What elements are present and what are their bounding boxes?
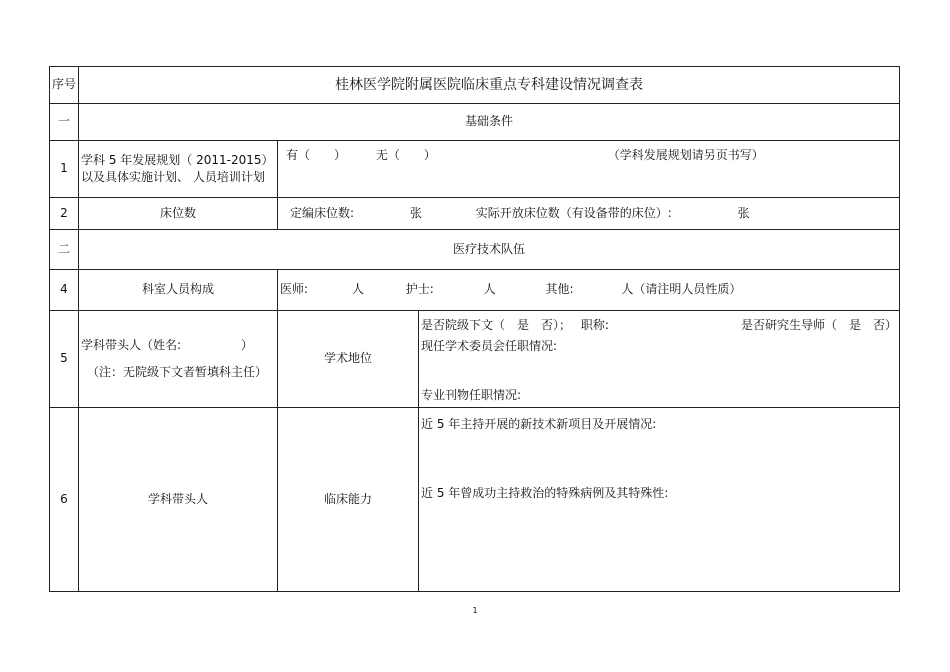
committee-position-label: 现任学术委员会任职情况: — [421, 339, 558, 354]
beds-label: 床位数 — [79, 198, 278, 230]
authorized-beds-label: 定编床位数: — [290, 205, 355, 220]
graduate-mentor-field[interactable]: 是否研究生导师（ 是 否） — [741, 318, 898, 332]
doctor-label: 医师: — [280, 282, 309, 297]
nurse-label: 护士: — [405, 282, 434, 297]
plan-answer-cell — [278, 141, 900, 198]
plan-label-line1: 学科 5 年发展规划（ 2011-2015） — [81, 152, 274, 167]
form-title: 桂林医学院附属医院临床重点专科建设情况调查表 — [79, 67, 900, 104]
beds-answer-cell — [278, 198, 900, 230]
leader-name-label: 学科带头人（姓名: ） — [81, 337, 254, 352]
leader-note: （注：无院级下文者暂填科主任） — [87, 365, 268, 379]
professional-title-label: 职称: — [580, 318, 609, 332]
academic-line-1 — [421, 317, 897, 334]
plan-none-option[interactable]: 无（ ） — [375, 148, 436, 162]
staff-answer-cell — [278, 270, 900, 311]
page-number: 1 — [472, 606, 478, 615]
section-label: 基础条件 — [79, 104, 900, 141]
actual-beds-label: 实际开放床位数（有设备带的床位）: — [475, 205, 672, 220]
row-leader-clinical — [50, 408, 900, 592]
row-number: 1 — [50, 141, 79, 198]
section-row-basic — [50, 104, 900, 141]
row-leader-academic — [50, 311, 900, 408]
special-cases-label: 近 5 年曾成功主持救治的特殊病例及其特殊性: — [421, 486, 669, 501]
plan-label-cell — [79, 141, 278, 198]
hospital-document-field[interactable]: 是否院级下文（ 是 否）； — [421, 318, 572, 332]
nurse-unit: 人 — [483, 282, 496, 297]
section-label: 医疗技术队伍 — [79, 230, 900, 270]
leader-label-cell — [79, 311, 278, 408]
seq-header: 序号 — [50, 67, 79, 104]
academic-status-label: 学术地位 — [278, 311, 419, 408]
clinical-leader-label: 学科带头人 — [79, 408, 278, 592]
section-number: 一 — [50, 104, 79, 141]
section-number: 二 — [50, 230, 79, 270]
row-number: 4 — [50, 270, 79, 311]
section-row-team — [50, 230, 900, 270]
row-number: 5 — [50, 311, 79, 408]
row-staff — [50, 270, 900, 311]
row-number: 2 — [50, 198, 79, 230]
actual-beds-unit: 张 — [737, 205, 750, 220]
row-beds — [50, 198, 900, 230]
row-number: 6 — [50, 408, 79, 592]
doctor-unit: 人 — [351, 282, 364, 297]
plan-note: （学科发展规划请另页书写） — [607, 148, 764, 162]
table-header-row — [50, 67, 900, 104]
clinical-ability-answer — [419, 408, 900, 592]
other-unit: 人（请注明人员性质） — [621, 282, 742, 297]
authorized-beds-unit: 张 — [409, 205, 422, 220]
journal-position-label: 专业刊物任职情况: — [421, 387, 522, 402]
row-development-plan — [50, 141, 900, 198]
plan-has-option[interactable]: 有（ ） — [286, 148, 347, 162]
new-projects-label: 近 5 年主持开展的新技术新项目及开展情况: — [421, 417, 657, 431]
survey-table — [49, 66, 900, 592]
staff-label: 科室人员构成 — [79, 270, 278, 311]
other-label: 其他: — [545, 282, 574, 297]
plan-label-line2: 以及具体实施计划、 人员培训计划 — [81, 170, 265, 184]
academic-status-answer — [419, 311, 900, 408]
clinical-ability-label: 临床能力 — [278, 408, 419, 592]
